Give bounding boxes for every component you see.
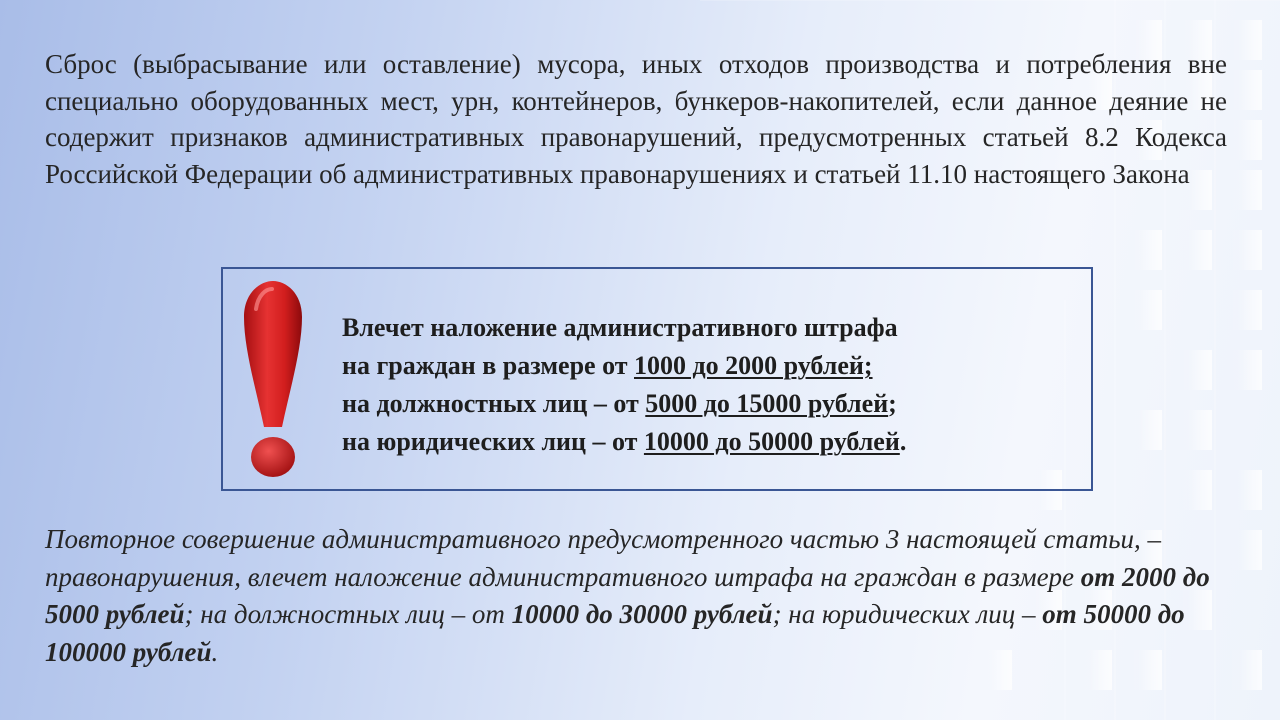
repeat-amount-citizens: от 2000 до 5000 рублей — [45, 561, 1210, 629]
fine-line-officials: на должностных лиц – от 5000 до 15000 рублей; — [342, 389, 897, 418]
repeat-amount-legal: от 50000 до 100000 рублей — [45, 599, 1185, 667]
fine-amount-citizens: 1000 до 2000 рублей; — [634, 351, 873, 380]
fine-box — [221, 267, 1093, 491]
fine-line-citizens: на граждан в размере от 1000 до 2000 рублей; — [342, 351, 873, 380]
fine-amount-legal: 10000 до 50000 рублей — [643, 427, 900, 456]
exclamation-icon — [238, 279, 308, 479]
fine-amount-officials: 5000 до 15000 рублей — [645, 389, 889, 418]
fine-line-legal: на юридических лиц – от 10000 до 50000 рублей. — [342, 427, 907, 456]
fine-line-intro: Влечет наложение административного штрафа — [342, 313, 898, 342]
repeat-amount-officials: 10000 до 30000 рублей — [511, 599, 773, 629]
main-paragraph: Сброс (выбрасывание или оставление) мусора, иных отходов производства и потребления вне специально оборудованных мест, урн, контейнеров, бункеров-накопителей, если данное деяние не содержит признаков административных правонарушений, предусмотренных статьей 8.2 Кодекса Российской Федерации об административных правонарушениях и статьей 11.10 настоящего Закона — [45, 49, 1227, 189]
repeat-offense-paragraph: Повторное совершение административного предусмотренного частью 3 настоящей статьи, – правонарушения, влечет наложение административного штрафа на граждан в размере от 2000 до 5000 рублей; на должностных лиц – от 10000 до 30000 рублей; на юридических лиц – от 50000 до 100000 рублей. — [45, 524, 1210, 667]
fine-text — [342, 309, 906, 461]
